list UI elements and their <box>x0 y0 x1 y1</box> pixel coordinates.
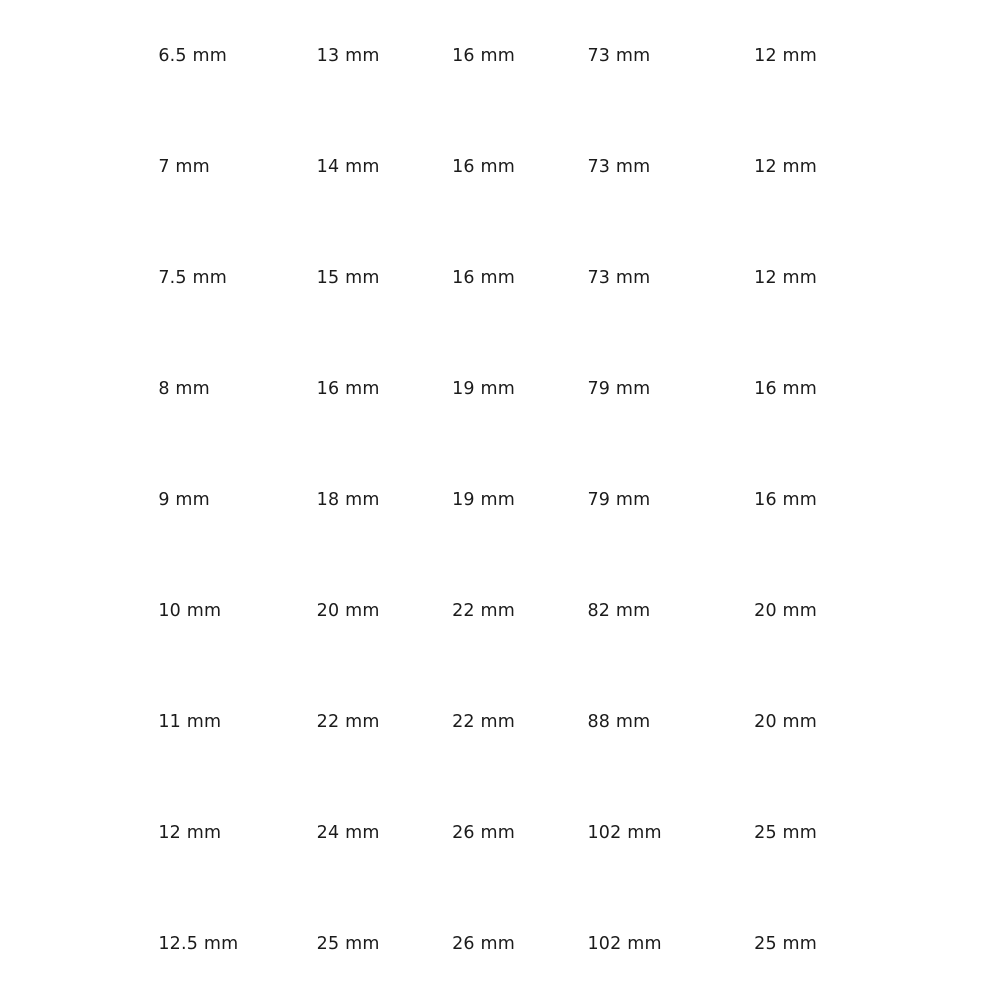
cell-size: 6.5 mm <box>158 45 228 66</box>
row-end-spacer <box>921 333 1000 444</box>
cell-dim-2: 13 mm <box>316 45 380 66</box>
row-spacer <box>0 111 158 222</box>
cell-size: 10 mm <box>158 601 222 622</box>
table-row <box>0 222 1000 333</box>
cell-dim-5: 12 mm <box>754 267 818 288</box>
cell-dim-5: 16 mm <box>754 489 818 510</box>
cell-size: 8 mm <box>158 378 210 399</box>
cell-dim-2: 18 mm <box>316 489 380 510</box>
cell-dim-5: 20 mm <box>754 712 818 733</box>
cell-dim-2: 14 mm <box>316 156 380 177</box>
cell-size: 11 mm <box>158 712 222 733</box>
cell-dim-4: 82 mm <box>587 601 651 622</box>
cell-dim-4: 88 mm <box>587 712 651 733</box>
row-spacer <box>0 667 158 778</box>
cell-dim-5: 12 mm <box>754 45 818 66</box>
cell-dim-5: 25 mm <box>754 934 818 955</box>
row-end-spacer <box>921 889 1000 1000</box>
table-row <box>0 667 1000 778</box>
cell-dim-3: 19 mm <box>452 489 515 510</box>
row-spacer <box>0 0 158 111</box>
cell-dim-3: 19 mm <box>452 378 515 399</box>
cell-size: 7.5 mm <box>158 267 228 288</box>
row-spacer <box>0 556 158 667</box>
row-end-spacer <box>921 0 1000 111</box>
cell-dim-3: 22 mm <box>452 601 515 622</box>
cell-dim-3: 16 mm <box>452 267 515 288</box>
cell-dim-5: 20 mm <box>754 601 818 622</box>
row-end-spacer <box>921 667 1000 778</box>
cell-dim-2: 22 mm <box>316 712 380 733</box>
cell-dim-2: 15 mm <box>316 267 380 288</box>
row-end-spacer <box>921 444 1000 555</box>
cell-dim-3: 26 mm <box>452 934 515 955</box>
cell-size: 7 mm <box>158 156 210 177</box>
cell-dim-3: 16 mm <box>452 45 515 66</box>
cell-dim-5: 25 mm <box>754 823 818 844</box>
cell-dim-5: 16 mm <box>754 378 818 399</box>
cell-dim-4: 102 mm <box>587 934 662 955</box>
cell-dim-2: 25 mm <box>316 934 380 955</box>
cell-dim-4: 73 mm <box>587 45 651 66</box>
row-end-spacer <box>921 556 1000 667</box>
table-row <box>0 778 1000 889</box>
cell-dim-2: 16 mm <box>316 378 380 399</box>
cell-size: 12.5 mm <box>158 934 239 955</box>
cell-dim-5: 12 mm <box>754 156 818 177</box>
cell-dim-3: 26 mm <box>452 823 515 844</box>
cell-dim-4: 73 mm <box>587 267 651 288</box>
cell-size: 9 mm <box>158 489 210 510</box>
table-row <box>0 333 1000 444</box>
row-spacer <box>0 333 158 444</box>
cell-dim-4: 102 mm <box>587 823 662 844</box>
table-row <box>0 0 1000 111</box>
row-end-spacer <box>921 111 1000 222</box>
row-spacer <box>0 222 158 333</box>
cell-dim-4: 79 mm <box>587 489 651 510</box>
table-row <box>0 111 1000 222</box>
cell-dim-3: 22 mm <box>452 712 515 733</box>
row-spacer <box>0 444 158 555</box>
row-spacer <box>0 778 158 889</box>
table-row <box>0 444 1000 555</box>
table-row <box>0 556 1000 667</box>
cell-dim-4: 79 mm <box>587 378 651 399</box>
cell-dim-2: 20 mm <box>316 601 380 622</box>
cell-size: 12 mm <box>158 823 222 844</box>
table-row <box>0 889 1000 1000</box>
cell-dim-4: 73 mm <box>587 156 651 177</box>
row-spacer <box>0 889 158 1000</box>
cell-dim-3: 16 mm <box>452 156 515 177</box>
row-end-spacer <box>921 222 1000 333</box>
cell-dim-2: 24 mm <box>316 823 380 844</box>
row-end-spacer <box>921 778 1000 889</box>
